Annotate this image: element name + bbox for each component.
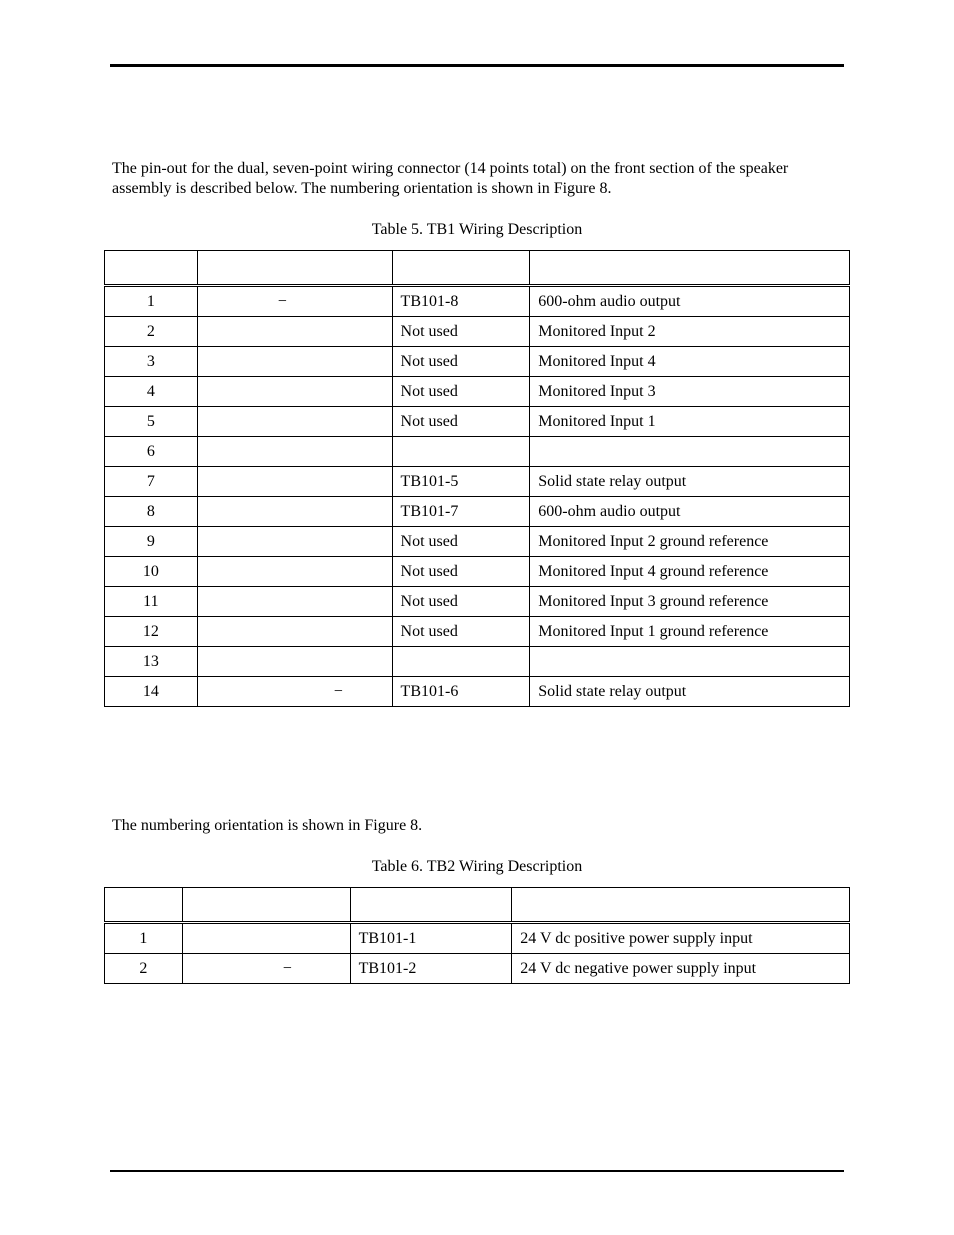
connects-cell: Not used [392, 617, 530, 647]
signal-cell [197, 317, 392, 347]
description-cell [530, 437, 850, 467]
pin-cell: 1 [105, 286, 198, 317]
signal-cell [197, 557, 392, 587]
pin-cell: 3 [105, 347, 198, 377]
pin-cell: 2 [105, 954, 183, 984]
description-cell: Monitored Input 3 ground reference [530, 587, 850, 617]
header-cell-connects [350, 888, 512, 923]
description-cell: Monitored Input 1 [530, 407, 850, 437]
header-cell-connects [392, 251, 530, 286]
table-header-row [105, 888, 850, 923]
pin-cell: 13 [105, 647, 198, 677]
pin-cell: 14 [105, 677, 198, 707]
connects-cell: TB101-2 [350, 954, 512, 984]
connects-cell: Not used [392, 317, 530, 347]
description-cell: Monitored Input 3 [530, 377, 850, 407]
signal-cell [197, 647, 392, 677]
description-cell: 600-ohm audio output [530, 497, 850, 527]
header-cell-pin [105, 251, 198, 286]
connects-cell: Not used [392, 527, 530, 557]
header-rule [110, 64, 844, 67]
table-row [105, 286, 850, 317]
footer-rule [110, 1170, 844, 1172]
connects-cell: Not used [392, 407, 530, 437]
signal-cell [197, 497, 392, 527]
table-row [105, 437, 850, 467]
intro-paragraph [112, 159, 852, 199]
header-cell-signal [182, 888, 350, 923]
table-row [105, 954, 850, 984]
description-cell: Monitored Input 1 ground reference [530, 617, 850, 647]
table-row [105, 497, 850, 527]
description-cell: Solid state relay output [530, 467, 850, 497]
signal-cell [197, 347, 392, 377]
signal-cell [197, 617, 392, 647]
header-cell-pin [105, 888, 183, 923]
signal-cell: − [197, 677, 392, 707]
table-row [105, 617, 850, 647]
table-row [105, 677, 850, 707]
connects-cell: Not used [392, 377, 530, 407]
description-cell: Monitored Input 2 [530, 317, 850, 347]
intro-line-2: assembly is described below. The numbering orientation is shown in Figure 8. [112, 180, 612, 197]
connects-cell: Not used [392, 557, 530, 587]
signal-cell [197, 587, 392, 617]
signal-cell [197, 407, 392, 437]
table6-caption: Table 6. TB2 Wiring Description [371, 858, 583, 875]
connects-cell: TB101-5 [392, 467, 530, 497]
table-row [105, 527, 850, 557]
table5-caption: Table 5. TB1 Wiring Description [371, 221, 583, 238]
description-cell: 24 V dc negative power supply input [512, 954, 850, 984]
description-cell: Solid state relay output [530, 677, 850, 707]
table-row [105, 557, 850, 587]
pin-cell: 2 [105, 317, 198, 347]
description-cell: Monitored Input 4 [530, 347, 850, 377]
connects-cell: TB101-6 [392, 677, 530, 707]
pin-cell: 11 [105, 587, 198, 617]
header-cell-signal [197, 251, 392, 286]
signal-cell [197, 467, 392, 497]
pin-cell: 8 [105, 497, 198, 527]
connects-cell [392, 437, 530, 467]
table-row [105, 467, 850, 497]
pin-cell: 9 [105, 527, 198, 557]
table-row [105, 587, 850, 617]
connects-cell [392, 647, 530, 677]
table-row [105, 647, 850, 677]
pin-cell: 5 [105, 407, 198, 437]
signal-cell: − [182, 954, 350, 984]
header-cell-description [512, 888, 850, 923]
table-row [105, 407, 850, 437]
connects-cell: TB101-7 [392, 497, 530, 527]
signal-cell: − [197, 286, 392, 317]
description-cell [530, 647, 850, 677]
pin-cell: 7 [105, 467, 198, 497]
description-cell: 600-ohm audio output [530, 286, 850, 317]
signal-cell [197, 377, 392, 407]
signal-cell [197, 527, 392, 557]
table-row [105, 347, 850, 377]
pin-cell: 12 [105, 617, 198, 647]
pin-cell: 4 [105, 377, 198, 407]
signal-cell [197, 437, 392, 467]
orientation-note: The numbering orientation is shown in Figure 8. [112, 817, 423, 834]
table-row [105, 317, 850, 347]
table-row [105, 377, 850, 407]
tb1-wiring-table [104, 250, 850, 707]
table-row [105, 923, 850, 954]
pin-cell: 10 [105, 557, 198, 587]
intro-line-1: The pin-out for the dual, seven-point wiring connector (14 points total) on the front section of the speaker [112, 160, 789, 177]
description-cell: 24 V dc positive power supply input [512, 923, 850, 954]
description-cell: Monitored Input 4 ground reference [530, 557, 850, 587]
connects-cell: Not used [392, 347, 530, 377]
header-cell-description [530, 251, 850, 286]
tb2-wiring-table [104, 887, 850, 984]
signal-cell [182, 923, 350, 954]
pin-cell: 1 [105, 923, 183, 954]
connects-cell: TB101-8 [392, 286, 530, 317]
table-header-row [105, 251, 850, 286]
pin-cell: 6 [105, 437, 198, 467]
connects-cell: Not used [392, 587, 530, 617]
connects-cell: TB101-1 [350, 923, 512, 954]
description-cell: Monitored Input 2 ground reference [530, 527, 850, 557]
